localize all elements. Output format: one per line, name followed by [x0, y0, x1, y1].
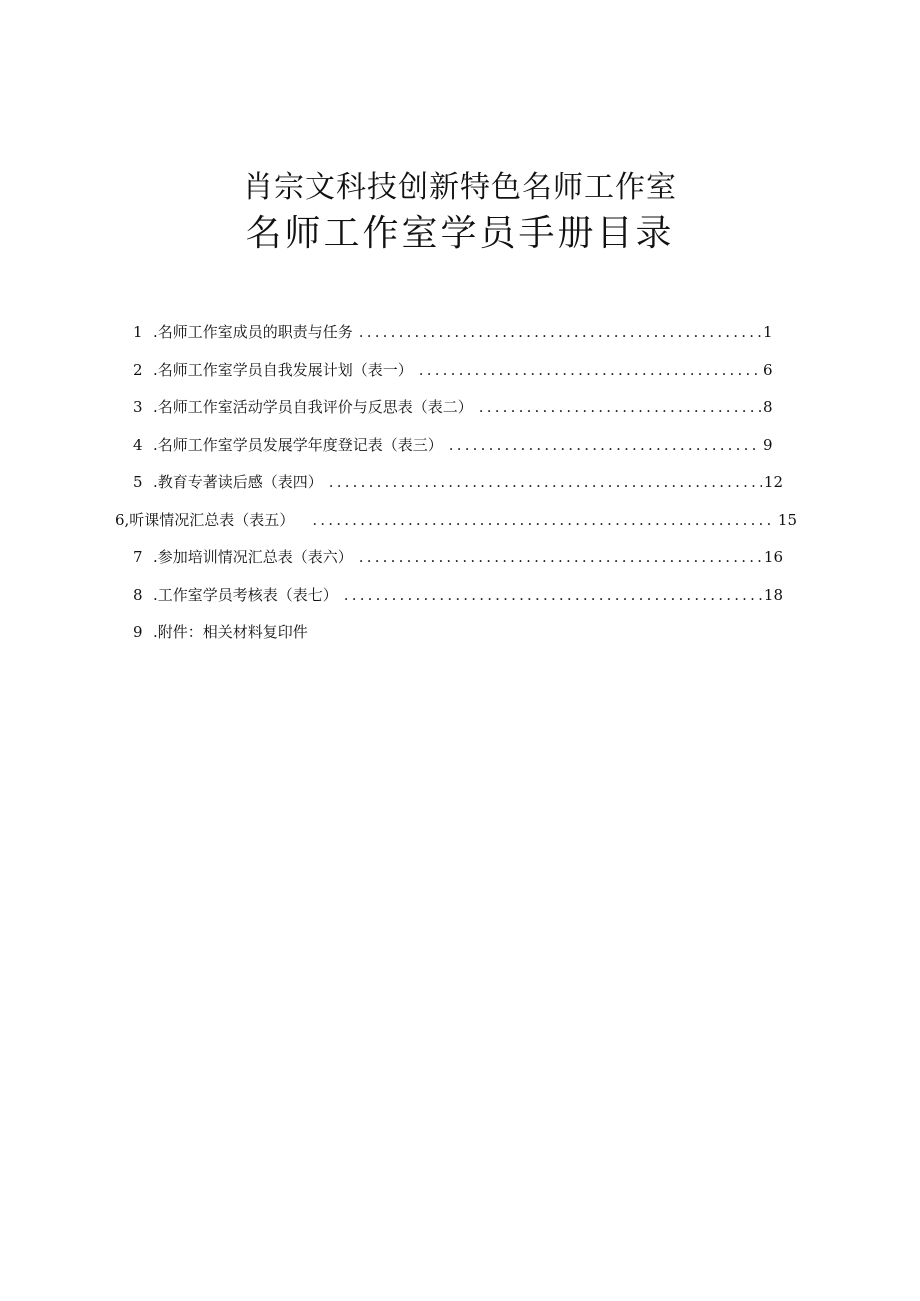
- toc-entry-page: 1: [763, 323, 773, 341]
- document-subtitle: 肖宗文科技创新特色名师工作室: [243, 170, 677, 205]
- toc-entry-label: .名师工作室学员发展学年度登记表（表三）: [153, 435, 443, 454]
- document-title: 名师工作室学员手册目录: [245, 213, 675, 254]
- toc-entry-page: 16: [763, 548, 783, 566]
- toc-entry-page: 8: [763, 398, 773, 416]
- toc-entry-label: .名师工作室学员自我发展计划（表一）: [153, 360, 413, 379]
- toc-entry-number: 9: [133, 623, 143, 641]
- toc-dot-leader: [312, 508, 776, 532]
- toc-entry[interactable]: [133, 583, 783, 621]
- toc-entry-number: 4: [133, 435, 143, 454]
- toc-entry-page: 18: [763, 585, 783, 604]
- toc-dot-leader: [449, 433, 761, 457]
- toc-entry[interactable]: [133, 358, 773, 396]
- toc-entry-label: .工作室学员考核表（表七）: [153, 585, 338, 604]
- toc-entry-page: 6: [763, 360, 773, 379]
- toc-entry-number: 2: [133, 360, 143, 379]
- toc-entry[interactable]: [133, 470, 783, 508]
- toc-entry-label: .附件：相关材料复印件: [153, 623, 308, 641]
- toc-dot-leader: [419, 358, 761, 382]
- toc-entry-number: 1: [133, 323, 143, 341]
- toc-entry-page: 15: [777, 510, 797, 529]
- toc-entry-number: 7: [133, 548, 143, 566]
- toc-entry[interactable]: [133, 395, 773, 433]
- toc-dot-leader: [329, 470, 762, 494]
- toc-entry-label: .参加培训情况汇总表（表六）: [153, 548, 353, 566]
- toc-entry-number: 3: [133, 398, 143, 416]
- toc-entry-page: 12: [763, 473, 783, 491]
- toc-entry-label: .名师工作室活动学员自我评价与反思表（表二）: [153, 398, 473, 416]
- toc-entry[interactable]: [133, 545, 783, 583]
- toc-dot-leader: [359, 320, 761, 344]
- toc-entry[interactable]: [133, 320, 773, 358]
- toc-entry-page: 9: [763, 435, 773, 454]
- table-of-contents: [115, 320, 797, 658]
- toc-dot-leader: [479, 395, 761, 419]
- toc-entry[interactable]: [115, 508, 797, 546]
- toc-entry[interactable]: [133, 433, 773, 471]
- toc-entry-number: 8: [133, 585, 143, 604]
- toc-entry[interactable]: [133, 620, 793, 658]
- toc-dot-leader: [344, 583, 762, 607]
- toc-entry-label: 6,听课情况汇总表（表五）: [115, 510, 295, 529]
- toc-entry-label: .教育专著读后感（表四）: [153, 473, 323, 491]
- toc-dot-leader: [359, 545, 762, 569]
- toc-entry-number: 5: [133, 473, 143, 491]
- toc-entry-label: .名师工作室成员的职责与任务: [153, 323, 353, 341]
